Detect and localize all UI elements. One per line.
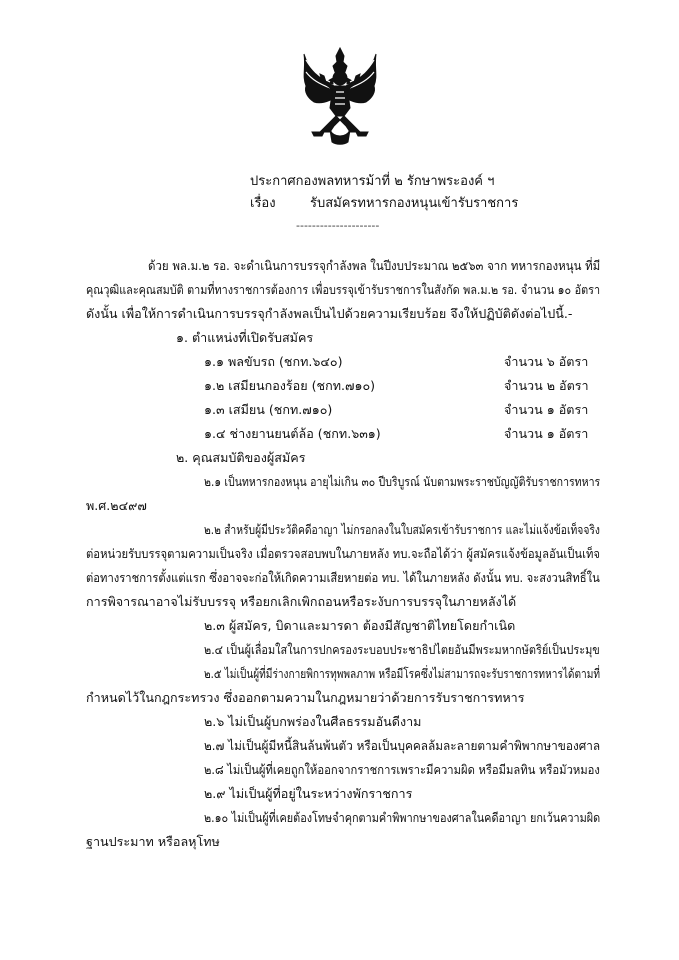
intro-line-3: ดังนั้น เพื่อให้การดำเนินการบรรจุกำลังพลเป็นไปด้วยความเรียบร้อย จึงให้ปฏิบัติดังต่อไปนี้.-	[86, 306, 573, 321]
qualification-2-3: ๒.๓ ผู้สมัคร, บิดาและมารดา ต้องมีสัญชาติไทยโดยกำเนิด	[204, 618, 516, 633]
position-item-name: ๑.๒ เสมียนกองร้อย (ชกท.๗๑๐)	[204, 378, 376, 393]
qualification-2-2-line-2: ต่อหน่วยรับบรรจุตามความเป็นจริง เมื่อตรวจสอบพบในภายหลัง ทบ.จะถือได้ว่า ผู้สมัครแจ้งข้อมูลอันเป็นเท็จ	[86, 546, 600, 561]
qualification-2-2-line-4: การพิจารณาอาจไม่รับบรรจุ หรือยกเลิกเพิกถอนหรือระงับการบรรจุในภายหลังได้	[86, 594, 517, 609]
qualification-2-5-line-2: กำหนดไว้ในกฎกระทรวง ซึ่งออกตามความในกฎหมายว่าด้วยการรับราชการทหาร	[86, 690, 525, 705]
position-item-count: จำนวน ๑ อัตรา	[504, 426, 589, 441]
qualification-2-8: ๒.๘ ไม่เป็นผู้ที่เคยถูกให้ออกจากราชการเพราะมีความผิด หรือมีมลทิน หรือมัวหมอง	[204, 762, 600, 777]
announcement-title: ประกาศกองพลทหารม้าที่ ๒ รักษาพระองค์ ฯ	[250, 174, 495, 189]
qualification-2-7: ๒.๗ ไม่เป็นผู้มีหนี้สินล้นพ้นตัว หรือเป็นบุคคลล้มละลายตามคำพิพากษาของศาล	[204, 738, 601, 753]
position-item-count: จำนวน ๑ อัตรา	[504, 402, 589, 417]
qualification-2-10-line-2: ฐานประมาท หรือลหุโทษ	[86, 834, 220, 849]
qualification-2-1-line-2: พ.ศ.๒๔๙๗	[86, 498, 147, 513]
qualification-2-9: ๒.๙ ไม่เป็นผู้ที่อยู่ในระหว่างพักราชการ	[204, 786, 413, 801]
qualification-2-2-line-3: ต่อทางราชการตั้งแต่แรก ซึ่งอาจจะก่อให้เกิดความเสียหายต่อ ทบ. ได้ในภายหลัง ดังนั้น ทบ. จะสงวนสิทธิ์ใน	[86, 570, 600, 585]
position-item-name: ๑.๑ พลขับรถ (ชกท.๖๔๐)	[204, 354, 343, 369]
qualification-2-1-line-1: ๒.๑ เป็นทหารกองหนุน อายุไม่เกิน ๓๐ ปีบริบูรณ์ นับตามพระราชบัญญัติรับราชการทหาร	[204, 474, 601, 489]
position-item-name: ๑.๓ เสมียน (ชกท.๗๑๐)	[204, 402, 333, 417]
qualification-2-6: ๒.๖ ไม่เป็นผู้บกพร่องในศีลธรรมอันดีงาม	[204, 714, 422, 729]
qualification-2-4: ๒.๔ เป็นผู้เลื่อมใสในการปกครองระบอบประชาธิปไตยอันมีพระมหากษัตริย์เป็นประมุข	[204, 642, 600, 657]
subject-label: เรื่อง	[250, 196, 276, 211]
section-1-heading: ๑. ตำแหน่งที่เปิดรับสมัคร	[176, 330, 314, 345]
qualification-2-2-line-1: ๒.๒ สำหรับผู้มีประวัติคดีอาญา ไม่กรอกลงในใบสมัครเข้ารับราชการ และไม่แจ้งข้อเท็จจริง	[204, 522, 600, 537]
qualification-2-5-line-1: ๒.๕ ไม่เป็นผู้ที่มีร่างกายพิการทุพพลภาพ หรือมีโรคซึ่งไม่สามารถจะรับราชการทหารได้ตามที่	[204, 666, 601, 681]
section-2-heading: ๒. คุณสมบัติของผู้สมัคร	[176, 450, 306, 465]
position-item-count: จำนวน ๖ อัตรา	[504, 354, 589, 369]
position-item-count: จำนวน ๒ อัตรา	[504, 378, 589, 393]
subject-text: รับสมัครทหารกองหนุนเข้ารับราชการ	[310, 196, 519, 211]
intro-line-1: ด้วย พล.ม.๒ รอ. จะดำเนินการบรรจุกำลังพล ในปีงบประมาณ ๒๕๖๓ จาก ทหารกองหนุน ที่มี	[148, 258, 601, 273]
garuda-emblem-icon	[300, 46, 380, 146]
qualification-2-10-line-1: ๒.๑๐ ไม่เป็นผู้ที่เคยต้องโทษจำคุกตามคำพิพากษาของศาลในคดีอาญา ยกเว้นความผิด	[204, 810, 601, 825]
intro-line-2: คุณวุฒิและคุณสมบัติ ตามที่ทางราชการต้องการ เพื่อบรรจุเข้ารับราชการในสังกัด พล.ม.๒ รอ. จำนวน ๑๐ อัตรา	[86, 282, 601, 297]
position-item-name: ๑.๔ ช่างยานยนต์ล้อ (ชกท.๖๓๑)	[204, 426, 381, 441]
separator-line: ---------------------	[296, 219, 380, 232]
